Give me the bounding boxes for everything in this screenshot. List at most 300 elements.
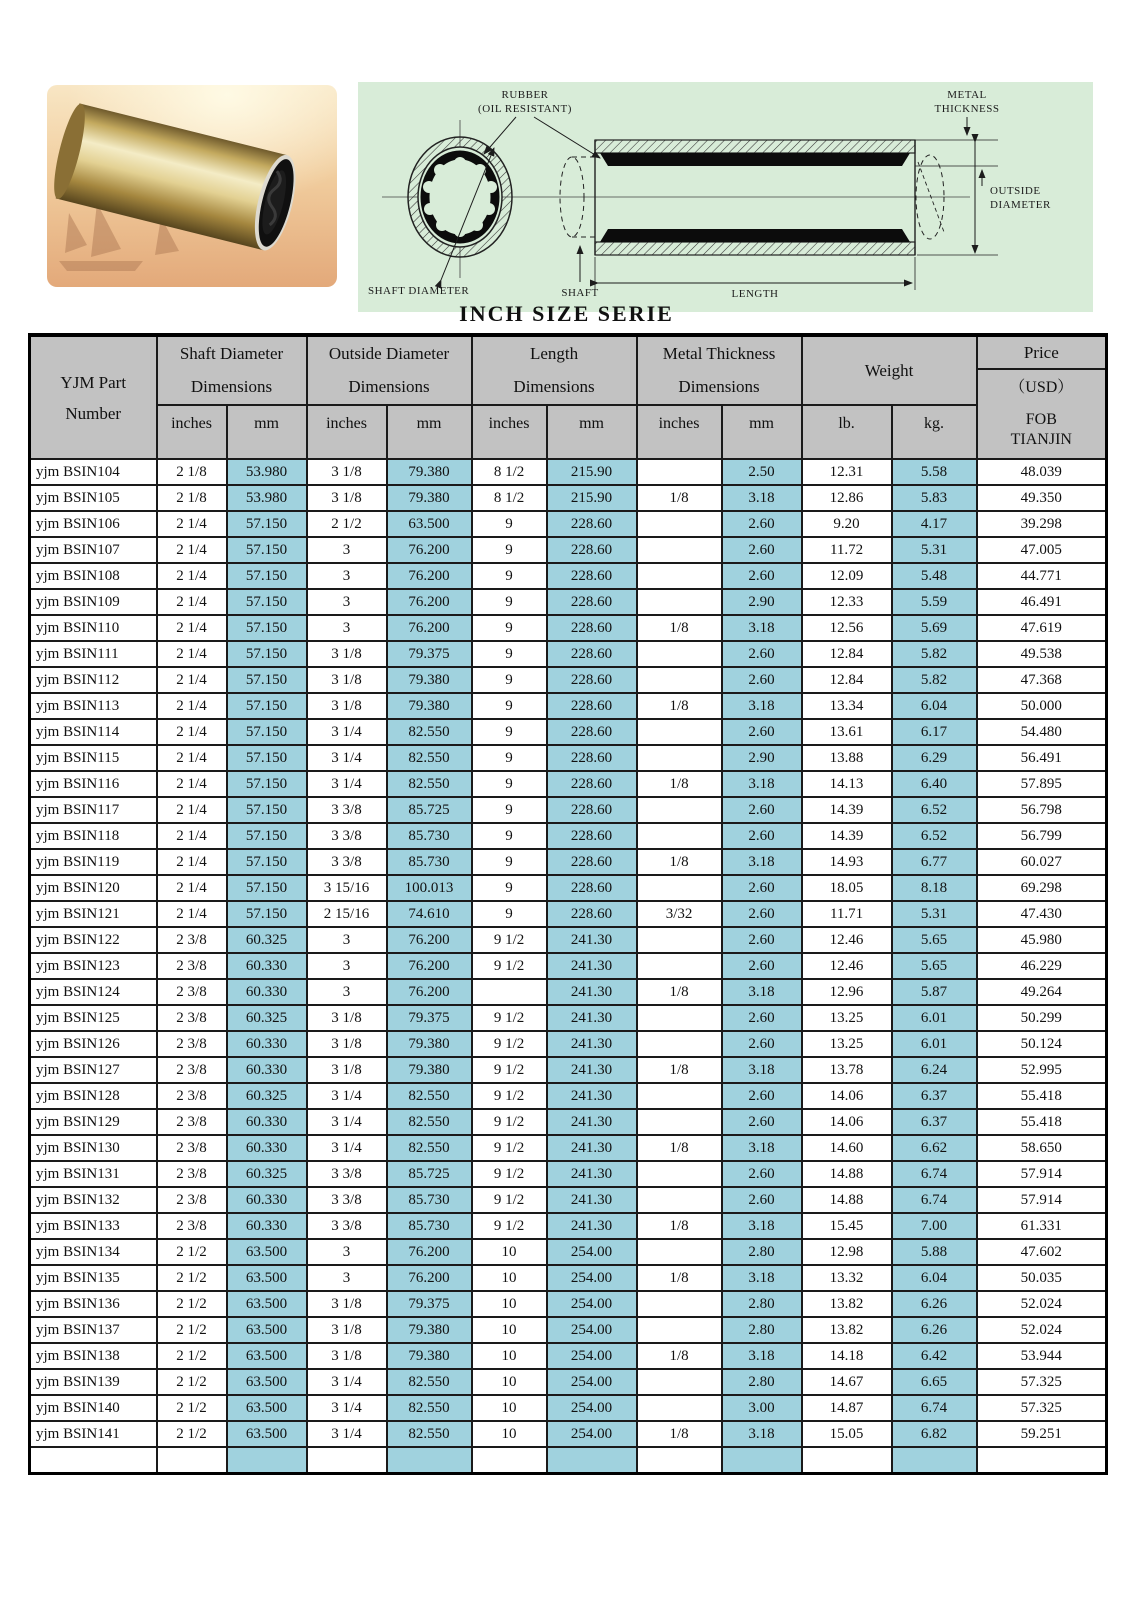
weight-kg-cell: 6.74 (892, 1395, 977, 1421)
metal-mm-cell: 3.00 (722, 1395, 802, 1421)
price-cell: 57.325 (977, 1395, 1107, 1421)
metal-mm-cell: 2.80 (722, 1291, 802, 1317)
length-inches-cell (472, 1447, 547, 1473)
shaft-mm-cell (227, 1447, 307, 1473)
shaft-mm-cell: 57.150 (227, 511, 307, 537)
metal-mm-cell: 3.18 (722, 1135, 802, 1161)
price-cell: 69.298 (977, 875, 1107, 901)
length-inches-cell: 9 (472, 771, 547, 797)
header-weight: Weight (802, 335, 977, 405)
shaft-inches-cell: 2 1/4 (157, 537, 227, 563)
metal-inches-cell (637, 1161, 722, 1187)
shaft-inches-cell: 2 3/8 (157, 1109, 227, 1135)
length-inches-cell: 9 1/2 (472, 1109, 547, 1135)
table-row (30, 927, 1107, 953)
table-row (30, 615, 1107, 641)
shaft-inches-cell: 2 3/8 (157, 927, 227, 953)
length-mm-cell: 241.30 (547, 1083, 637, 1109)
svg-text:(OIL RESISTANT): (OIL RESISTANT) (478, 103, 572, 115)
price-cell: 57.895 (977, 771, 1107, 797)
metal-mm-cell: 2.60 (722, 953, 802, 979)
shaft-mm-cell: 57.150 (227, 667, 307, 693)
metal-inches-cell (637, 511, 722, 537)
price-cell: 56.798 (977, 797, 1107, 823)
price-cell: 50.299 (977, 1005, 1107, 1031)
metal-inches-cell (637, 927, 722, 953)
metal-mm-cell: 2.60 (722, 641, 802, 667)
od-inches-cell: 3 1/8 (307, 1031, 387, 1057)
od-mm-cell: 79.380 (387, 1057, 472, 1083)
shaft-inches-cell: 2 3/8 (157, 953, 227, 979)
metal-inches-cell (637, 1447, 722, 1473)
length-inches-cell: 10 (472, 1369, 547, 1395)
od-inches-cell: 3 (307, 589, 387, 615)
od-mm-cell: 100.013 (387, 875, 472, 901)
weight-kg-cell: 6.01 (892, 1031, 977, 1057)
od-inches-cell: 3 1/8 (307, 1343, 387, 1369)
part-number-cell: yjm BSIN117 (30, 797, 157, 823)
metal-mm-cell: 2.60 (722, 667, 802, 693)
shaft-inches-cell: 2 1/4 (157, 563, 227, 589)
price-cell: 49.538 (977, 641, 1107, 667)
page-title: INCH SIZE SERIE (459, 301, 674, 326)
weight-lb-cell: 12.98 (802, 1239, 892, 1265)
metal-mm-cell: 2.60 (722, 1109, 802, 1135)
od-inches-cell: 3 1/8 (307, 1005, 387, 1031)
shaft-mm-cell: 57.150 (227, 771, 307, 797)
shaft-inches-cell: 2 1/2 (157, 1395, 227, 1421)
part-number-cell: yjm BSIN124 (30, 979, 157, 1005)
part-number-cell: yjm BSIN115 (30, 745, 157, 771)
part-number-cell: yjm BSIN112 (30, 667, 157, 693)
shaft-mm-cell: 57.150 (227, 693, 307, 719)
price-cell: 56.491 (977, 745, 1107, 771)
length-mm-cell: 241.30 (547, 1135, 637, 1161)
od-mm-cell: 85.730 (387, 1187, 472, 1213)
length-mm-cell: 254.00 (547, 1291, 637, 1317)
length-inches-cell: 10 (472, 1343, 547, 1369)
table-header (30, 335, 1107, 459)
price-cell: 57.914 (977, 1161, 1107, 1187)
metal-inches-cell: 1/8 (637, 771, 722, 797)
metal-mm-cell: 2.80 (722, 1369, 802, 1395)
weight-kg-cell: 6.29 (892, 745, 977, 771)
table-row (30, 1317, 1107, 1343)
weight-kg-cell: 5.83 (892, 485, 977, 511)
od-inches-cell: 3 1/4 (307, 1135, 387, 1161)
length-inches-cell: 9 (472, 667, 547, 693)
shaft-inches-cell: 2 1/4 (157, 719, 227, 745)
metal-mm-cell: 3.18 (722, 693, 802, 719)
od-mm-cell: 85.730 (387, 849, 472, 875)
price-cell: 56.799 (977, 823, 1107, 849)
weight-kg-cell: 6.40 (892, 771, 977, 797)
table-row (30, 1265, 1107, 1291)
length-inches-cell: 10 (472, 1317, 547, 1343)
weight-lb-cell: 13.82 (802, 1317, 892, 1343)
od-inches-cell: 3 3/8 (307, 1161, 387, 1187)
svg-text:METAL: METAL (947, 89, 987, 101)
metal-inches-cell: 3/32 (637, 901, 722, 927)
length-inches-cell: 10 (472, 1395, 547, 1421)
od-inches-cell: 3 1/4 (307, 745, 387, 771)
shaft-mm-cell: 57.150 (227, 589, 307, 615)
length-mm-cell: 254.00 (547, 1343, 637, 1369)
length-inches-cell: 9 (472, 719, 547, 745)
shaft-mm-cell: 60.325 (227, 1161, 307, 1187)
part-number-cell: yjm BSIN130 (30, 1135, 157, 1161)
od-inches-cell (307, 1447, 387, 1473)
part-number-cell: yjm BSIN132 (30, 1187, 157, 1213)
od-mm-cell: 79.380 (387, 667, 472, 693)
weight-lb-cell: 14.88 (802, 1161, 892, 1187)
shaft-inches-cell: 2 1/2 (157, 1343, 227, 1369)
header-length: Length Dimensions (472, 335, 637, 405)
weight-lb-cell: 13.32 (802, 1265, 892, 1291)
part-number-cell: yjm BSIN108 (30, 563, 157, 589)
part-number-cell: yjm BSIN104 (30, 459, 157, 485)
product-photo (47, 85, 337, 287)
weight-kg-cell: 5.31 (892, 901, 977, 927)
length-inches-cell: 9 1/2 (472, 953, 547, 979)
length-inches-cell: 9 1/2 (472, 1057, 547, 1083)
shaft-inches-cell: 2 1/2 (157, 1421, 227, 1447)
od-mm-cell: 85.725 (387, 1161, 472, 1187)
length-inches-cell: 9 1/2 (472, 1135, 547, 1161)
shaft-mm-cell: 57.150 (227, 823, 307, 849)
metal-inches-cell (637, 797, 722, 823)
weight-kg-cell: 6.62 (892, 1135, 977, 1161)
length-inches-cell: 10 (472, 1421, 547, 1447)
weight-lb-cell: 12.56 (802, 615, 892, 641)
svg-text:THICKNESS: THICKNESS (934, 103, 1000, 115)
length-mm-cell: 241.30 (547, 953, 637, 979)
metal-inches-cell (637, 719, 722, 745)
metal-inches-cell: 1/8 (637, 1057, 722, 1083)
part-number-cell: yjm BSIN128 (30, 1083, 157, 1109)
price-cell: 57.325 (977, 1369, 1107, 1395)
length-mm-cell: 241.30 (547, 1213, 637, 1239)
svg-text:RUBBER: RUBBER (501, 89, 549, 101)
weight-lb-cell: 12.84 (802, 641, 892, 667)
price-cell: 61.331 (977, 1213, 1107, 1239)
table-row (30, 537, 1107, 563)
od-inches-cell: 3 15/16 (307, 875, 387, 901)
shaft-mm-cell: 63.500 (227, 1265, 307, 1291)
od-inches-cell: 2 1/2 (307, 511, 387, 537)
part-number-cell: yjm BSIN109 (30, 589, 157, 615)
shaft-mm-cell: 57.150 (227, 537, 307, 563)
part-number-cell: yjm BSIN129 (30, 1109, 157, 1135)
od-mm-cell: 82.550 (387, 719, 472, 745)
part-number-cell: yjm BSIN113 (30, 693, 157, 719)
shaft-mm-cell: 60.330 (227, 1109, 307, 1135)
metal-inches-cell (637, 1083, 722, 1109)
shaft-mm-cell: 60.325 (227, 1005, 307, 1031)
length-mm-cell: 241.30 (547, 1161, 637, 1187)
metal-inches-cell: 1/8 (637, 615, 722, 641)
od-mm-cell: 74.610 (387, 901, 472, 927)
od-mm-cell: 79.380 (387, 1343, 472, 1369)
weight-lb-cell: 13.88 (802, 745, 892, 771)
part-number-cell: yjm BSIN106 (30, 511, 157, 537)
weight-kg-cell: 5.65 (892, 953, 977, 979)
shaft-mm-cell: 60.330 (227, 1213, 307, 1239)
weight-kg-cell: 6.52 (892, 797, 977, 823)
length-inches-cell: 9 (472, 875, 547, 901)
od-inches-cell: 3 (307, 1265, 387, 1291)
metal-inches-cell (637, 823, 722, 849)
part-number-cell: yjm BSIN116 (30, 771, 157, 797)
part-number-cell: yjm BSIN135 (30, 1265, 157, 1291)
od-inches-cell: 3 3/8 (307, 823, 387, 849)
length-inches-cell: 8 1/2 (472, 459, 547, 485)
table-row (30, 459, 1107, 485)
weight-kg-cell: 6.01 (892, 1005, 977, 1031)
od-inches-cell: 3 1/8 (307, 1317, 387, 1343)
od-mm-cell: 82.550 (387, 771, 472, 797)
part-number-cell: yjm BSIN137 (30, 1317, 157, 1343)
part-number-cell: yjm BSIN111 (30, 641, 157, 667)
weight-lb-cell: 14.67 (802, 1369, 892, 1395)
od-mm-cell: 76.200 (387, 563, 472, 589)
weight-kg-cell: 6.37 (892, 1109, 977, 1135)
od-inches-cell: 3 1/8 (307, 1291, 387, 1317)
price-cell: 49.350 (977, 485, 1107, 511)
od-mm-cell: 79.380 (387, 459, 472, 485)
dimension-diagram (358, 82, 1093, 312)
header-price-usd-fob: （USD） FOB TIANJIN (977, 369, 1107, 459)
metal-mm-cell: 2.60 (722, 563, 802, 589)
table-row (30, 1109, 1107, 1135)
shaft-mm-cell: 63.500 (227, 1369, 307, 1395)
shaft-mm-cell: 60.325 (227, 927, 307, 953)
weight-kg-cell: 6.26 (892, 1317, 977, 1343)
length-mm-cell (547, 1447, 637, 1473)
shaft-mm-cell: 60.330 (227, 1031, 307, 1057)
od-inches-cell: 3 (307, 953, 387, 979)
metal-inches-cell: 1/8 (637, 1421, 722, 1447)
shaft-inches-cell: 2 3/8 (157, 1161, 227, 1187)
length-mm-cell: 254.00 (547, 1369, 637, 1395)
weight-kg-cell: 6.37 (892, 1083, 977, 1109)
metal-inches-cell (637, 641, 722, 667)
table-row (30, 953, 1107, 979)
od-mm-cell: 82.550 (387, 1395, 472, 1421)
shaft-inches-cell: 2 1/2 (157, 1239, 227, 1265)
length-inches-cell: 9 (472, 693, 547, 719)
metal-inches-cell (637, 1395, 722, 1421)
metal-mm-cell: 3.18 (722, 615, 802, 641)
weight-kg-cell: 6.82 (892, 1421, 977, 1447)
weight-kg-cell: 5.82 (892, 641, 977, 667)
shaft-inches-cell: 2 1/4 (157, 823, 227, 849)
price-cell: 47.005 (977, 537, 1107, 563)
od-inches-cell: 3 1/4 (307, 719, 387, 745)
length-mm-cell: 241.30 (547, 1031, 637, 1057)
od-inches-cell: 3 1/8 (307, 485, 387, 511)
od-inches-cell: 3 (307, 537, 387, 563)
length-mm-cell: 241.30 (547, 1057, 637, 1083)
metal-mm-cell (722, 1447, 802, 1473)
shaft-mm-cell: 57.150 (227, 875, 307, 901)
table-row (30, 719, 1107, 745)
od-mm-cell: 79.380 (387, 1317, 472, 1343)
part-number-cell: yjm BSIN126 (30, 1031, 157, 1057)
length-mm-cell: 215.90 (547, 485, 637, 511)
length-mm-cell: 228.60 (547, 563, 637, 589)
weight-lb-cell: 14.39 (802, 797, 892, 823)
weight-kg-cell: 6.42 (892, 1343, 977, 1369)
metal-inches-cell (637, 1187, 722, 1213)
table-row (30, 1135, 1107, 1161)
svg-text:OUTSIDE: OUTSIDE (990, 185, 1041, 197)
metal-inches-cell: 1/8 (637, 1213, 722, 1239)
od-mm-cell: 79.380 (387, 693, 472, 719)
weight-lb-cell: 14.87 (802, 1395, 892, 1421)
weight-lb-cell: 14.60 (802, 1135, 892, 1161)
metal-inches-cell (637, 953, 722, 979)
price-cell: 50.000 (977, 693, 1107, 719)
od-mm-cell: 79.375 (387, 1291, 472, 1317)
length-mm-cell: 241.30 (547, 1005, 637, 1031)
shaft-mm-cell: 63.500 (227, 1291, 307, 1317)
shaft-inches-cell: 2 3/8 (157, 979, 227, 1005)
price-cell: 47.430 (977, 901, 1107, 927)
weight-kg-cell: 5.59 (892, 589, 977, 615)
od-mm-cell: 82.550 (387, 1369, 472, 1395)
metal-inches-cell (637, 745, 722, 771)
shaft-mm-cell: 63.500 (227, 1343, 307, 1369)
header-shaft-mm: mm (227, 405, 307, 459)
metal-inches-cell: 1/8 (637, 1343, 722, 1369)
price-cell: 55.418 (977, 1109, 1107, 1135)
header-length-inches: inches (472, 405, 547, 459)
od-inches-cell: 3 1/4 (307, 1395, 387, 1421)
svg-text:LENGTH: LENGTH (731, 288, 779, 300)
weight-kg-cell: 5.48 (892, 563, 977, 589)
metal-inches-cell (637, 1031, 722, 1057)
od-inches-cell: 3 1/8 (307, 459, 387, 485)
length-mm-cell: 228.60 (547, 849, 637, 875)
od-mm-cell: 63.500 (387, 511, 472, 537)
metal-inches-cell: 1/8 (637, 693, 722, 719)
metal-mm-cell: 2.80 (722, 1317, 802, 1343)
header-metal-inches: inches (637, 405, 722, 459)
od-inches-cell: 3 1/4 (307, 1109, 387, 1135)
length-mm-cell: 254.00 (547, 1265, 637, 1291)
length-mm-cell: 241.30 (547, 1109, 637, 1135)
od-mm-cell: 79.380 (387, 1031, 472, 1057)
length-inches-cell: 9 1/2 (472, 1005, 547, 1031)
part-number-cell: yjm BSIN140 (30, 1395, 157, 1421)
od-inches-cell: 3 1/8 (307, 667, 387, 693)
length-inches-cell: 9 (472, 589, 547, 615)
weight-kg-cell: 6.65 (892, 1369, 977, 1395)
weight-lb-cell: 12.31 (802, 459, 892, 485)
part-number-cell: yjm BSIN110 (30, 615, 157, 641)
shaft-inches-cell: 2 3/8 (157, 1213, 227, 1239)
weight-lb-cell: 14.06 (802, 1083, 892, 1109)
table-row (30, 1031, 1107, 1057)
weight-kg-cell: 4.17 (892, 511, 977, 537)
part-number-cell: yjm BSIN105 (30, 485, 157, 511)
price-cell: 47.619 (977, 615, 1107, 641)
metal-mm-cell: 3.18 (722, 1057, 802, 1083)
metal-mm-cell: 3.18 (722, 485, 802, 511)
length-mm-cell: 228.60 (547, 641, 637, 667)
length-inches-cell: 9 (472, 745, 547, 771)
table-row (30, 1213, 1107, 1239)
length-mm-cell: 228.60 (547, 667, 637, 693)
table-row (30, 1343, 1107, 1369)
table-row (30, 693, 1107, 719)
length-mm-cell: 228.60 (547, 797, 637, 823)
table-row (30, 1395, 1107, 1421)
shaft-mm-cell: 57.150 (227, 641, 307, 667)
part-number-cell: yjm BSIN127 (30, 1057, 157, 1083)
shaft-mm-cell: 60.330 (227, 1057, 307, 1083)
shaft-inches-cell: 2 1/2 (157, 1369, 227, 1395)
od-inches-cell: 3 3/8 (307, 797, 387, 823)
metal-mm-cell: 2.60 (722, 537, 802, 563)
part-number-cell (30, 1447, 157, 1473)
part-number-cell: yjm BSIN120 (30, 875, 157, 901)
part-number-cell: yjm BSIN139 (30, 1369, 157, 1395)
header-shaft-diameter: Shaft Diameter Dimensions (157, 335, 307, 405)
weight-lb-cell: 11.72 (802, 537, 892, 563)
weight-kg-cell: 6.74 (892, 1161, 977, 1187)
metal-mm-cell: 2.60 (722, 1083, 802, 1109)
shaft-inches-cell: 2 1/8 (157, 485, 227, 511)
svg-text:DIAMETER: DIAMETER (990, 199, 1051, 211)
price-cell: 45.980 (977, 927, 1107, 953)
length-mm-cell: 228.60 (547, 615, 637, 641)
shaft-inches-cell: 2 1/4 (157, 797, 227, 823)
length-mm-cell: 254.00 (547, 1421, 637, 1447)
table-row (30, 901, 1107, 927)
od-mm-cell: 82.550 (387, 1083, 472, 1109)
length-inches-cell: 9 (472, 901, 547, 927)
length-inches-cell: 9 (472, 641, 547, 667)
header-price: Price (977, 335, 1107, 369)
od-mm-cell: 79.380 (387, 485, 472, 511)
weight-lb-cell: 12.09 (802, 563, 892, 589)
length-mm-cell: 228.60 (547, 719, 637, 745)
shaft-inches-cell: 2 1/4 (157, 641, 227, 667)
metal-mm-cell: 2.90 (722, 745, 802, 771)
length-inches-cell (472, 979, 547, 1005)
weight-kg-cell: 5.87 (892, 979, 977, 1005)
length-mm-cell: 254.00 (547, 1317, 637, 1343)
header-outside-diameter: Outside Diameter Dimensions (307, 335, 472, 405)
od-inches-cell: 3 1/8 (307, 641, 387, 667)
header-part-line1: YJM Part (60, 372, 127, 392)
metal-mm-cell: 2.60 (722, 823, 802, 849)
length-mm-cell: 228.60 (547, 823, 637, 849)
table-row (30, 1161, 1107, 1187)
part-number-cell: yjm BSIN114 (30, 719, 157, 745)
shaft-inches-cell: 2 1/4 (157, 693, 227, 719)
length-mm-cell: 228.60 (547, 875, 637, 901)
shaft-inches-cell: 2 3/8 (157, 1057, 227, 1083)
length-inches-cell: 9 (472, 537, 547, 563)
weight-lb-cell: 14.39 (802, 823, 892, 849)
price-cell: 57.914 (977, 1187, 1107, 1213)
metal-inches-cell (637, 875, 722, 901)
weight-lb-cell: 14.93 (802, 849, 892, 875)
metal-inches-cell (637, 1239, 722, 1265)
